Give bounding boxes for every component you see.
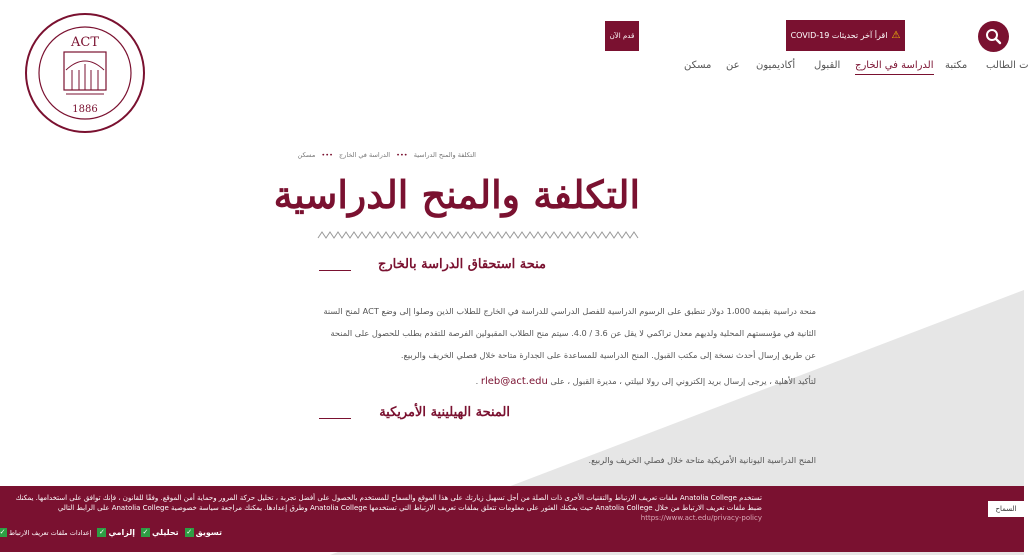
section-paragraph-hellenic: المنح الدراسية اليونانية الأمريكية متاحة خلال فصلي الخريف والربيع. <box>588 455 816 465</box>
breadcrumb-separator: ••• <box>396 151 408 159</box>
heading-underline <box>319 418 351 419</box>
toggle-marketing-label: تسويق <box>195 528 222 537</box>
apply-now-button[interactable] <box>605 21 639 51</box>
settings-check-icon[interactable]: ✓ <box>0 528 6 536</box>
toggle-mandatory-label: إلزامي <box>108 528 135 537</box>
toggle-analytics-label: تحليلي <box>151 528 179 537</box>
nav-study-abroad[interactable]: الدراسة في الخارج <box>855 60 934 75</box>
search-icon <box>978 21 1009 52</box>
cookie-text-block <box>2 493 762 523</box>
breadcrumb-separator: ••• <box>321 151 333 159</box>
privacy-policy-link[interactable]: https://www.act.edu/privacy-policy <box>640 514 762 522</box>
nav-student-services[interactable]: ت الطالب <box>986 60 1029 71</box>
apply-now-label: قدم الآن <box>609 32 635 40</box>
contact-line: لتأكيد الأهلية ، يرجى إرسال بريد إلكتروني إلى رولا لبيلتي ، مديرة القبول ، على rleb@act.edu . <box>475 376 816 387</box>
logo-acronym: ACT <box>70 35 100 50</box>
nav-admissions[interactable]: القبول <box>814 60 841 71</box>
toggle-mandatory[interactable] <box>97 528 135 537</box>
check-icon[interactable]: ✓ <box>99 528 105 536</box>
allow-label: السماح <box>995 505 1017 513</box>
section-paragraph-merit: منحة دراسية بقيمة 1،000 دولار تنطبق على الرسوم الدراسية للفصل الدراسي للدراسة في الخارج للطلاب الذين وصلوا إلى وضع ACT لمنح السنة الثانية في مؤسستهم المحلية ولديهم معدل تراكمي لا يقل عن 3.6 / 4.0. سيتم منح الطلاب المقبولين الفرصة للتقدم بطلب للحصول على المنحة عن طريق إرسال أحدث نسخة إلى مكتب القبول. المنح الدراسية للمساعدة على الجدارة متاحة خلال فصلي الخريف والربيع. <box>323 306 816 360</box>
cookie-notice-text: تستخدم Anatolia College ملفات تعريف الارتباط والتقنيات الأخرى ذات الصلة من أجل تسهيل زيارتك على هذا الموقع والسماح للمستخدم بالحصول على أفضل تجربة ، تحليل حركة المرور وحماية أمن الموقع. وفقًا للقانون ، فإنك توافق على استخدامها. يمكنك ضبط ملفات تعريف الارتباط من خلال Anatolia College حيث يمكنك العثور على معلومات تتعلق بملفات تعريف الارتباط التي تستخدمها Anatolia College وطرق إعدادها. يمكنك مراجعة سياسة خصوصية Anatolia College على الرابط التالي <box>15 494 762 512</box>
breadcrumb-item-study-abroad[interactable]: الدراسة في الخارج <box>339 151 391 159</box>
check-icon[interactable]: ✓ <box>142 528 149 536</box>
cookie-toggles <box>0 528 222 537</box>
nav-library[interactable]: مكتبة <box>945 60 968 71</box>
nav-housing[interactable]: مسكن <box>684 60 712 71</box>
allow-cookies-button[interactable] <box>988 501 1024 517</box>
warning-icon: ⚠ <box>891 30 901 41</box>
search-button[interactable] <box>978 21 1009 52</box>
cookie-banner <box>0 486 1024 552</box>
contact-text: لتأكيد الأهلية ، يرجى إرسال بريد إلكتروني إلى رولا لبيلتي ، مديرة القبول ، على <box>550 376 816 386</box>
nav-academics[interactable]: أكاديميون <box>756 60 796 71</box>
admissions-email-link[interactable]: rleb@act.edu <box>480 376 548 387</box>
cookie-settings-link[interactable] <box>0 528 91 537</box>
heading-underline <box>319 270 351 271</box>
nav-about[interactable]: عن <box>726 60 740 71</box>
breadcrumb-item-housing[interactable]: مسكن <box>297 151 316 159</box>
toggle-marketing[interactable] <box>185 528 222 537</box>
covid-updates-label: COVID-19 اقرأ آخر تحديثات <box>790 31 888 40</box>
breadcrumb <box>298 151 476 159</box>
section-heading-merit-scholarship: منحة استحقاق الدراسة بالخارج <box>378 257 546 272</box>
cookie-settings-label: إعدادات ملفات تعريف الارتباط <box>9 528 92 537</box>
check-icon[interactable]: ✓ <box>186 528 193 536</box>
toggle-analytics[interactable] <box>141 528 179 537</box>
page-title: التكلفة والمنح الدراسية <box>273 172 640 217</box>
act-logo[interactable] <box>24 12 146 134</box>
title-divider <box>318 230 640 240</box>
logo-year: 1886 <box>72 104 98 115</box>
breadcrumb-item-cost[interactable]: التكلفة والمنح الدراسية <box>413 151 476 159</box>
covid-updates-button[interactable] <box>786 20 905 51</box>
section-heading-hellenic-scholarship: المنحة الهيلينية الأمريكية <box>379 405 510 420</box>
